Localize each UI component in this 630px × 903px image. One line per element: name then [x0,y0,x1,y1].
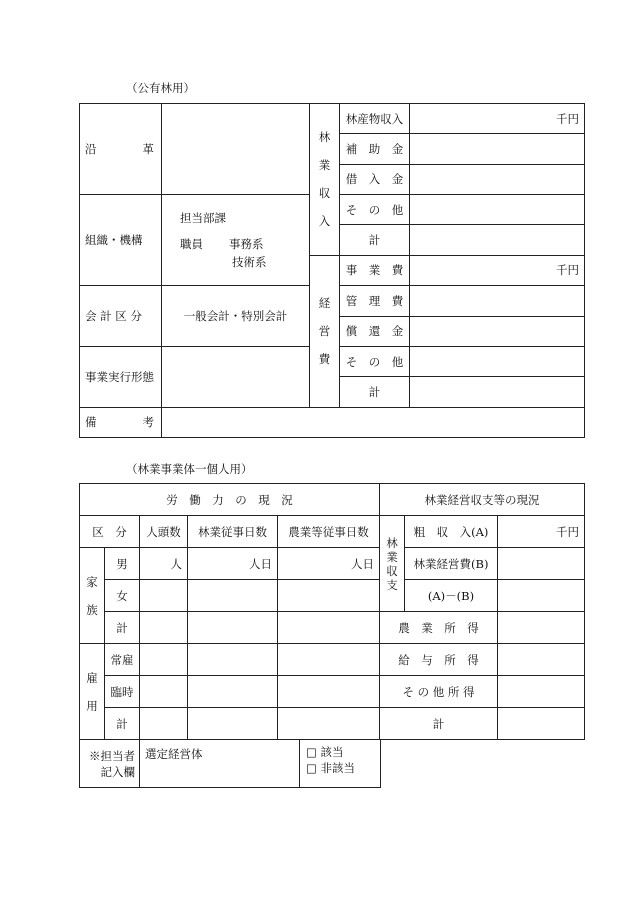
cell[interactable] [188,708,278,740]
cell[interactable] [188,580,278,612]
cell[interactable] [140,676,188,708]
income-item: 林産物収入 [340,104,410,134]
expense-item: 管 理 費 [340,286,410,316]
expense-total-label: 計 [340,377,410,407]
sonota-shotoku-label: そ の 他 所 得 [380,676,498,708]
right-kei-label: 計 [380,708,498,740]
expense-value[interactable] [410,316,585,346]
col-ringyo-days: 林業従事日数 [188,516,278,548]
kyuyo-shotoku-label: 給 与 所 得 [380,644,498,676]
cell[interactable] [140,644,188,676]
cell[interactable] [188,612,278,644]
income-value[interactable] [410,164,585,194]
a-minus-b-value[interactable] [498,580,585,612]
public-forest-table [79,103,585,438]
cell[interactable] [188,644,278,676]
expense-value[interactable] [410,346,585,376]
jigyou-label: 事業実行形態 [80,346,162,407]
cell[interactable] [278,612,380,644]
gaito-checkbox[interactable]: □ 該当 [306,745,344,759]
enkaku-label: 沿 革 [80,104,162,195]
section2-title: （林業事業体一個人用） [126,462,253,476]
expense-item: そ の 他 [340,346,410,376]
income-value[interactable] [410,195,585,225]
joyo-label: 常雇 [105,644,140,676]
cell[interactable] [140,612,188,644]
expense-value[interactable] [410,286,585,316]
expense-group-label: 経営費 [310,255,340,407]
income-item: そ の 他 [340,195,410,225]
finance-header: 林業経営収支等の現況 [380,484,585,516]
tanto-buka: 担当部課 [180,211,226,226]
otoko-label: 男 [105,548,140,580]
koyo-label: 雇用 [80,644,105,740]
income-item: 借 入 金 [340,164,410,194]
keieihi-label: 林業経営費(B) [405,548,498,580]
section1-title: （公有林用） [126,81,195,95]
tanto-box [79,739,381,788]
cell[interactable] [278,676,380,708]
higaito-checkbox[interactable]: □ 非該当 [306,761,356,775]
labor-header: 労 働 力 の 現 況 [80,484,380,516]
soshiki-label: 組織・機構 [80,195,162,286]
enkaku-value[interactable] [162,104,310,195]
cell[interactable] [278,644,380,676]
income-total-label: 計 [340,225,410,255]
right-kei-value[interactable] [498,708,585,740]
cell[interactable] [140,708,188,740]
expense-unit: 千円 [410,255,585,285]
soshiki-detail[interactable] [162,195,310,286]
koyo-kei-label: 計 [105,708,140,740]
nogyo-shotoku-value[interactable] [498,612,585,644]
income-group-label: 林業収入 [310,104,340,256]
col-kubun: 区 分 [80,516,140,548]
sentei-keieitai: 選定経営体 [140,740,300,788]
forestry-entity-table [79,483,585,740]
expense-item: 事 業 費 [340,255,410,285]
a-minus-b-label: (A)－(B) [405,580,498,612]
keieihi-value[interactable] [498,548,585,580]
income-value[interactable] [410,134,585,164]
biko-label: 備 考 [80,407,162,437]
kazoku-kei-label: 計 [105,612,140,644]
so-shunyu-label: 粗 収 入(A) [405,516,498,548]
kyuyo-shotoku-value[interactable] [498,644,585,676]
unit-ninichi: 人日 [188,548,278,580]
income-item: 補 助 金 [340,134,410,164]
nogyo-shotoku-label: 農 業 所 得 [380,612,498,644]
jigyou-value[interactable] [162,346,310,407]
kaikei-value[interactable]: 一般会計・特別会計 [162,286,310,347]
unit-nin: 人 [140,548,188,580]
sonota-shotoku-value[interactable] [498,676,585,708]
income-total-value[interactable] [410,225,585,255]
tanto-label: ※担当者記入欄 [80,740,140,788]
rinji-label: 臨時 [105,676,140,708]
kaikei-label: 会 計 区 分 [80,286,162,347]
cell[interactable] [140,580,188,612]
col-nogyo-days: 農業等従事日数 [278,516,380,548]
unit-ninichi: 人日 [278,548,380,580]
expense-total-value[interactable] [410,377,585,407]
cell[interactable] [278,580,380,612]
jimukei: 事務系 [229,237,264,252]
kazoku-label: 家族 [80,548,105,644]
senen-unit: 千円 [498,516,585,548]
expense-item: 償 還 金 [340,316,410,346]
col-ninzu: 人頭数 [140,516,188,548]
income-unit: 千円 [410,104,585,134]
shokuin: 職員 [180,237,203,252]
cell[interactable] [188,676,278,708]
biko-value[interactable] [162,407,585,437]
ringyo-shushi-label: 林業収支 [380,516,405,612]
gijutsukei: 技術系 [232,255,267,270]
onna-label: 女 [105,580,140,612]
cell[interactable] [278,708,380,740]
